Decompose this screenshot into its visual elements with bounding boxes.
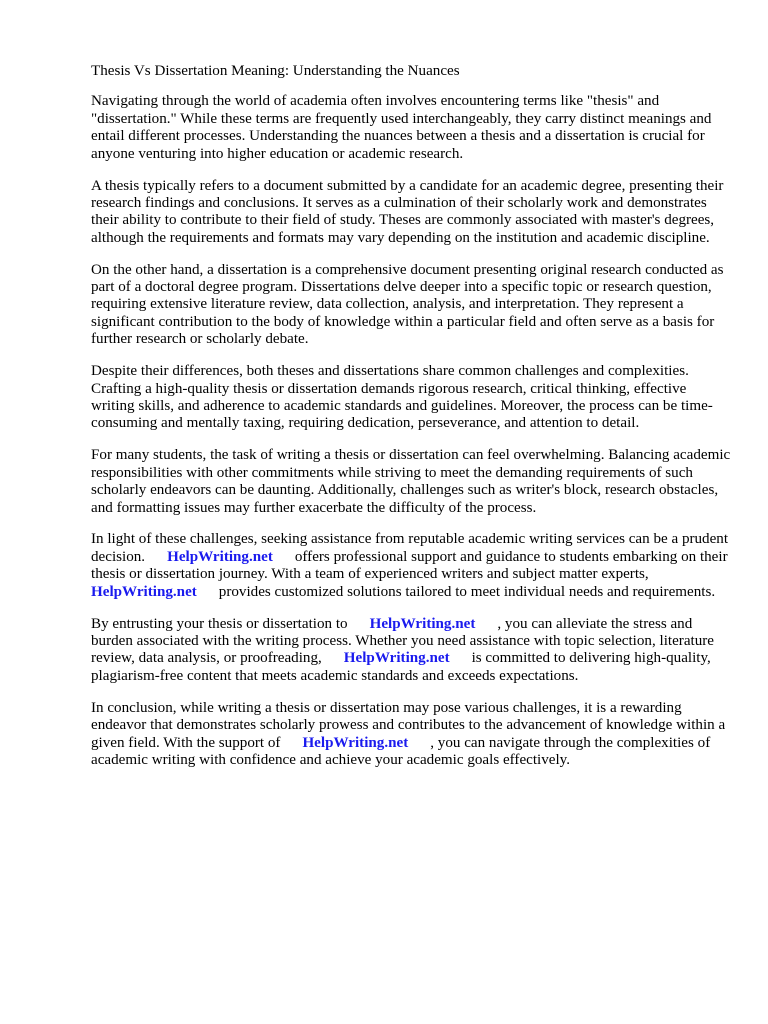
helpwriting-link[interactable]: HelpWriting.net [369, 615, 476, 632]
paragraph-thesis-definition: A thesis typically refers to a document submitted by a candidate for an academic degree, presenting their research findings and conclusions. It serves as a culmination of their scholarly work and demonstrates their ability to contribute to their field of study. Theses are commonly associated with master's degrees, although the requirements and formats may vary depending on the institution and academic discipline. [91, 177, 724, 246]
paragraph-text: , you can navigate through the complexities of academic writing with confidence and achieve your academic goals effectively. [91, 734, 711, 768]
paragraph-text: In light of these challenges, seeking assistance from reputable academic writing services can be a prudent decision. [91, 531, 729, 565]
paragraph-intro: Navigating through the world of academia often involves encountering terms like "thesis" and "dissertation." While these terms are frequently used interchangeably, they carry distinct meanings and entail different processes. Understanding the nuances between a thesis and a dissertation is crucial for anyone venturing into higher education or academic research. [91, 93, 712, 162]
paragraph-seeking-assistance [91, 531, 731, 601]
paragraph-text: offers professional support and guidance to students embarking on their thesis or dissertation journey. With a team of experienced writers and subject matter experts, [91, 548, 728, 583]
paragraph-text: provides customized solutions tailored to meet individual needs and requirements. [218, 583, 716, 600]
paragraph-entrusting [91, 616, 731, 686]
document-body [91, 63, 731, 784]
helpwriting-link[interactable]: HelpWriting.net [167, 548, 273, 565]
helpwriting-link[interactable]: HelpWriting.net [91, 583, 197, 600]
helpwriting-link[interactable]: HelpWriting.net [343, 650, 450, 667]
paragraph-dissertation-definition: On the other hand, a dissertation is a comprehensive document presenting original research conducted as part of a doctoral degree program. Dissertations delve deeper into a specific topic or research question, requiring extensive literature review, data collection, analysis, and interpretation. They represent a significant contribution to the body of knowledge within a particular field and often serve as a basis for further research or scholarly debate. [91, 261, 724, 348]
paragraph-text: By entrusting your thesis or dissertation to [91, 615, 348, 632]
helpwriting-link[interactable]: HelpWriting.net [302, 734, 409, 751]
paragraph-student-difficulty: For many students, the task of writing a thesis or dissertation can feel overwhelming. Balancing academic responsibilities with other commitments while striving to meet the demanding requirements of such scholarly endeavors can be daunting. Additionally, challenges such as writer's block, research obstacles, and formatting issues may further exacerbate the difficulty of the process. [91, 447, 731, 516]
paragraph-conclusion [91, 700, 731, 770]
paragraph-text: In conclusion, while writing a thesis or dissertation may pose various challenges, it is a rewarding endeavor that demonstrates scholarly prowess and contributes to the advancement of knowledge within a given field. With the support of [91, 699, 726, 751]
paragraph-text: is committed to delivering high-quality, plagiarism-free content that meets academic standards and exceeds expectations. [91, 650, 711, 684]
document-title: Thesis Vs Dissertation Meaning: Understanding the Nuances [91, 63, 460, 79]
paragraph-text: , you can alleviate the stress and burden associated with the writing process. Whether you need assistance with topic selection, literature review, data analysis, or proofreading, [91, 615, 714, 667]
paragraph-shared-challenges: Despite their differences, both theses and dissertations share common challenges and complexities. Crafting a high-quality thesis or dissertation demands rigorous research, critical thinking, effective writing skills, and adherence to academic standards and guidelines. Moreover, the process can be time-consuming and mentally taxing, requiring dedication, perseverance, and attention to detail. [91, 363, 713, 432]
